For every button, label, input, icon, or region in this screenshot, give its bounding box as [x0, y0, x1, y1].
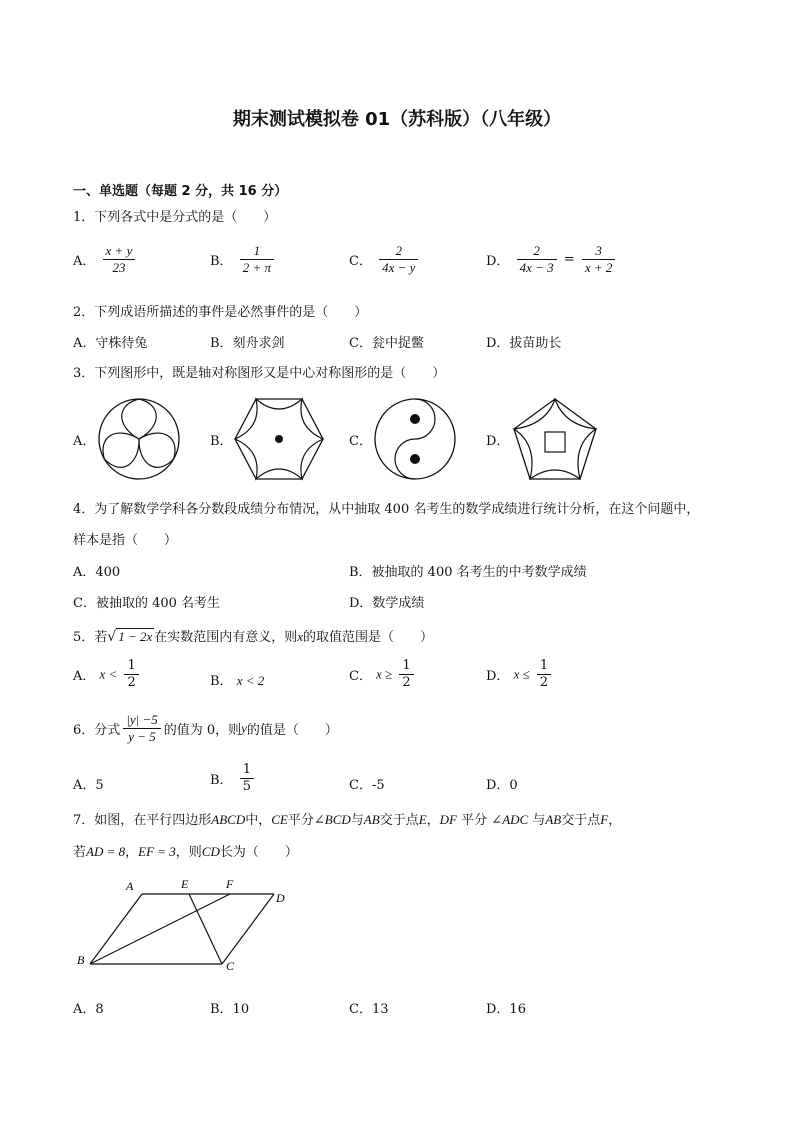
- q4-option-b[interactable]: B．被抽取的 400 名考生的中考数学成绩: [349, 565, 587, 580]
- q3-option-b-label[interactable]: B．: [210, 434, 233, 449]
- numerator: 3: [582, 243, 616, 260]
- option-label: C．: [349, 254, 372, 269]
- question-4-stem-line2: 样本是指（ ）: [73, 533, 178, 548]
- option-label: D．: [486, 669, 510, 684]
- fraction: [582, 243, 616, 276]
- q3-figure-c: [373, 397, 457, 481]
- question-7-stem-line1: [73, 809, 621, 828]
- q6-option-b[interactable]: [210, 762, 257, 795]
- section-heading: 一、单选题（每题 2 分，共 16 分）: [73, 184, 288, 199]
- stem-text: 长为（ ）: [219, 845, 298, 860]
- q1-option-c[interactable]: [349, 243, 421, 276]
- q5-option-a[interactable]: [73, 658, 142, 691]
- q2-option-d[interactable]: D．拔苗助长: [486, 336, 562, 351]
- label-a: A: [126, 879, 134, 893]
- segment-bf: [90, 894, 230, 964]
- variable: y: [241, 720, 247, 736]
- label-b: B: [77, 953, 85, 967]
- math-cd: CD: [201, 844, 220, 859]
- q5-option-b[interactable]: [210, 670, 264, 689]
- fraction: [537, 658, 551, 691]
- stem-text: 6．分式: [73, 723, 121, 738]
- label-f: F: [226, 877, 234, 891]
- denominator: 2: [402, 675, 411, 690]
- expression: x < 2: [236, 673, 265, 688]
- stem-text: 在实数范围内有意义，则: [154, 630, 298, 645]
- stem-text: ，则: [175, 845, 202, 860]
- q5-option-c[interactable]: [349, 658, 417, 691]
- expression: x <: [99, 666, 118, 682]
- math-bcd: BCD: [324, 812, 351, 827]
- numerator: 2: [517, 243, 557, 260]
- q6-option-c[interactable]: C．-5: [349, 778, 385, 793]
- stem-text: 与: [350, 813, 364, 828]
- option-label: D．: [486, 254, 510, 269]
- numerator: x + y: [103, 243, 136, 260]
- q6-option-a[interactable]: A．5: [73, 778, 104, 793]
- q4-option-a[interactable]: A．400: [73, 565, 121, 580]
- math-ab: AB: [363, 812, 380, 827]
- question-7-stem-line2: [73, 841, 298, 860]
- fraction: [103, 243, 136, 276]
- denominator: 5: [242, 779, 251, 794]
- q5-option-d[interactable]: [486, 658, 554, 691]
- question-1-stem: 1．下列各式中是分式的是（ ）: [73, 210, 277, 225]
- radicand: 1 − 2x: [118, 629, 153, 644]
- stem-text: 的取值范围是（ ）: [303, 630, 434, 645]
- segment-ce: [189, 894, 222, 964]
- fraction: [123, 712, 160, 745]
- option-label: B．: [210, 254, 233, 269]
- q7-option-b[interactable]: B．10: [210, 1002, 250, 1017]
- variable: x: [297, 629, 304, 644]
- stem-text: ，: [426, 813, 440, 828]
- denominator: x + 2: [584, 260, 613, 275]
- stem-text: 平分∠: [287, 813, 325, 828]
- math-ad: AD = 8: [86, 844, 126, 859]
- expression: x ≤: [513, 666, 530, 682]
- expression: x ≥: [376, 666, 393, 682]
- stem-text: 与: [528, 813, 546, 828]
- question-6-stem: [73, 712, 338, 745]
- q1-option-a[interactable]: [73, 243, 138, 276]
- q4-option-d[interactable]: D．数学成绩: [349, 596, 425, 611]
- fraction: [399, 658, 413, 691]
- denominator: 2: [127, 675, 136, 690]
- math-ce: CE: [271, 812, 288, 827]
- q1-option-b[interactable]: [210, 243, 277, 276]
- q3-figure-d: [512, 397, 598, 481]
- option-label: A．: [73, 254, 96, 269]
- question-3-stem: 3．下列图形中，既是轴对称图形又是中心对称图形的是（ ）: [73, 366, 446, 381]
- label-e: E: [181, 877, 189, 891]
- denominator: 2 + π: [242, 260, 271, 275]
- option-label: B．: [210, 773, 233, 788]
- numerator: 1: [399, 658, 413, 675]
- numerator: 1: [240, 243, 274, 260]
- q7-option-a[interactable]: A．8: [73, 1002, 104, 1017]
- stem-text: 交于点: [379, 813, 419, 828]
- stem-text: 7．如图，在平行四边形: [73, 813, 212, 828]
- math-abcd: ABCD: [211, 812, 246, 827]
- label-d: D: [276, 891, 285, 905]
- numerator: 2: [379, 243, 418, 260]
- q7-parallelogram-figure: [74, 874, 294, 974]
- question-2-stem: 2．下列成语所描述的事件是必然事件的是（ ）: [73, 305, 368, 320]
- q7-option-d[interactable]: D．16: [486, 1002, 526, 1017]
- q3-option-c-label[interactable]: C．: [349, 434, 372, 449]
- math-f: F: [600, 812, 609, 827]
- math-ab: AB: [545, 812, 562, 827]
- q2-option-c[interactable]: C．瓮中捉鳖: [349, 336, 424, 351]
- option-label: B．: [210, 674, 233, 689]
- stem-text: 平分 ∠: [457, 813, 503, 828]
- q3-option-d-label[interactable]: D．: [486, 434, 510, 449]
- side-ba: [90, 894, 142, 964]
- q7-option-c[interactable]: C．13: [349, 1002, 389, 1017]
- math-ef: EF = 3: [138, 844, 176, 859]
- denominator: 2: [539, 675, 549, 690]
- q3-figure-a: [97, 397, 181, 481]
- denominator: y − 5: [128, 729, 156, 744]
- q2-option-a[interactable]: A．守株待兔: [73, 336, 148, 351]
- stem-text: 的值为 0，则: [163, 723, 242, 738]
- denominator: 23: [112, 260, 126, 275]
- q6-option-d[interactable]: D．0: [486, 778, 518, 793]
- question-5-stem: [73, 626, 433, 645]
- fraction: [240, 243, 274, 276]
- stem-text: 5．若: [73, 630, 108, 645]
- math-e: E: [418, 812, 427, 827]
- q2-option-b[interactable]: B．刻舟求剑: [210, 336, 285, 351]
- option-label: A．: [73, 669, 96, 684]
- stem-text: ，: [608, 813, 622, 828]
- equals-sign: =: [563, 252, 575, 267]
- side-dc: [222, 894, 274, 964]
- question-4-stem-line1: 4．为了解数学学科各分数段成绩分布情况，从中抽取 400 名考生的数学成绩进行统计分析，在这个问题中，: [73, 502, 700, 517]
- fraction: [379, 243, 418, 276]
- math-df: DF: [439, 812, 458, 827]
- radical-sign: √: [107, 629, 117, 645]
- numerator: 1: [124, 658, 138, 675]
- fraction: [517, 243, 557, 276]
- stem-text: 交于点: [561, 813, 601, 828]
- denominator: 4x − 3: [519, 260, 554, 275]
- numerator: 1: [537, 658, 551, 675]
- q4-option-c[interactable]: C．被抽取的 400 名考生: [73, 596, 221, 611]
- numerator: |y| −5: [123, 712, 160, 729]
- q3-figure-b: [234, 397, 324, 481]
- q3-option-a-label[interactable]: A．: [73, 434, 96, 449]
- page-title: 期末测试模拟卷 01（苏科版）（八年级）: [232, 109, 562, 130]
- stem-text: ，: [125, 845, 139, 860]
- numerator: 1: [240, 762, 254, 779]
- stem-text: 中，: [245, 813, 272, 828]
- stem-text: 若: [73, 845, 87, 860]
- option-label: C．: [349, 669, 372, 684]
- fraction: [240, 762, 254, 795]
- fraction: [124, 658, 138, 691]
- stem-text: 的值是（ ）: [246, 723, 338, 738]
- denominator: 4x − y: [382, 260, 416, 275]
- math-adc: ADC: [502, 812, 529, 827]
- q1-option-d[interactable]: [486, 243, 618, 276]
- label-c: C: [226, 959, 235, 973]
